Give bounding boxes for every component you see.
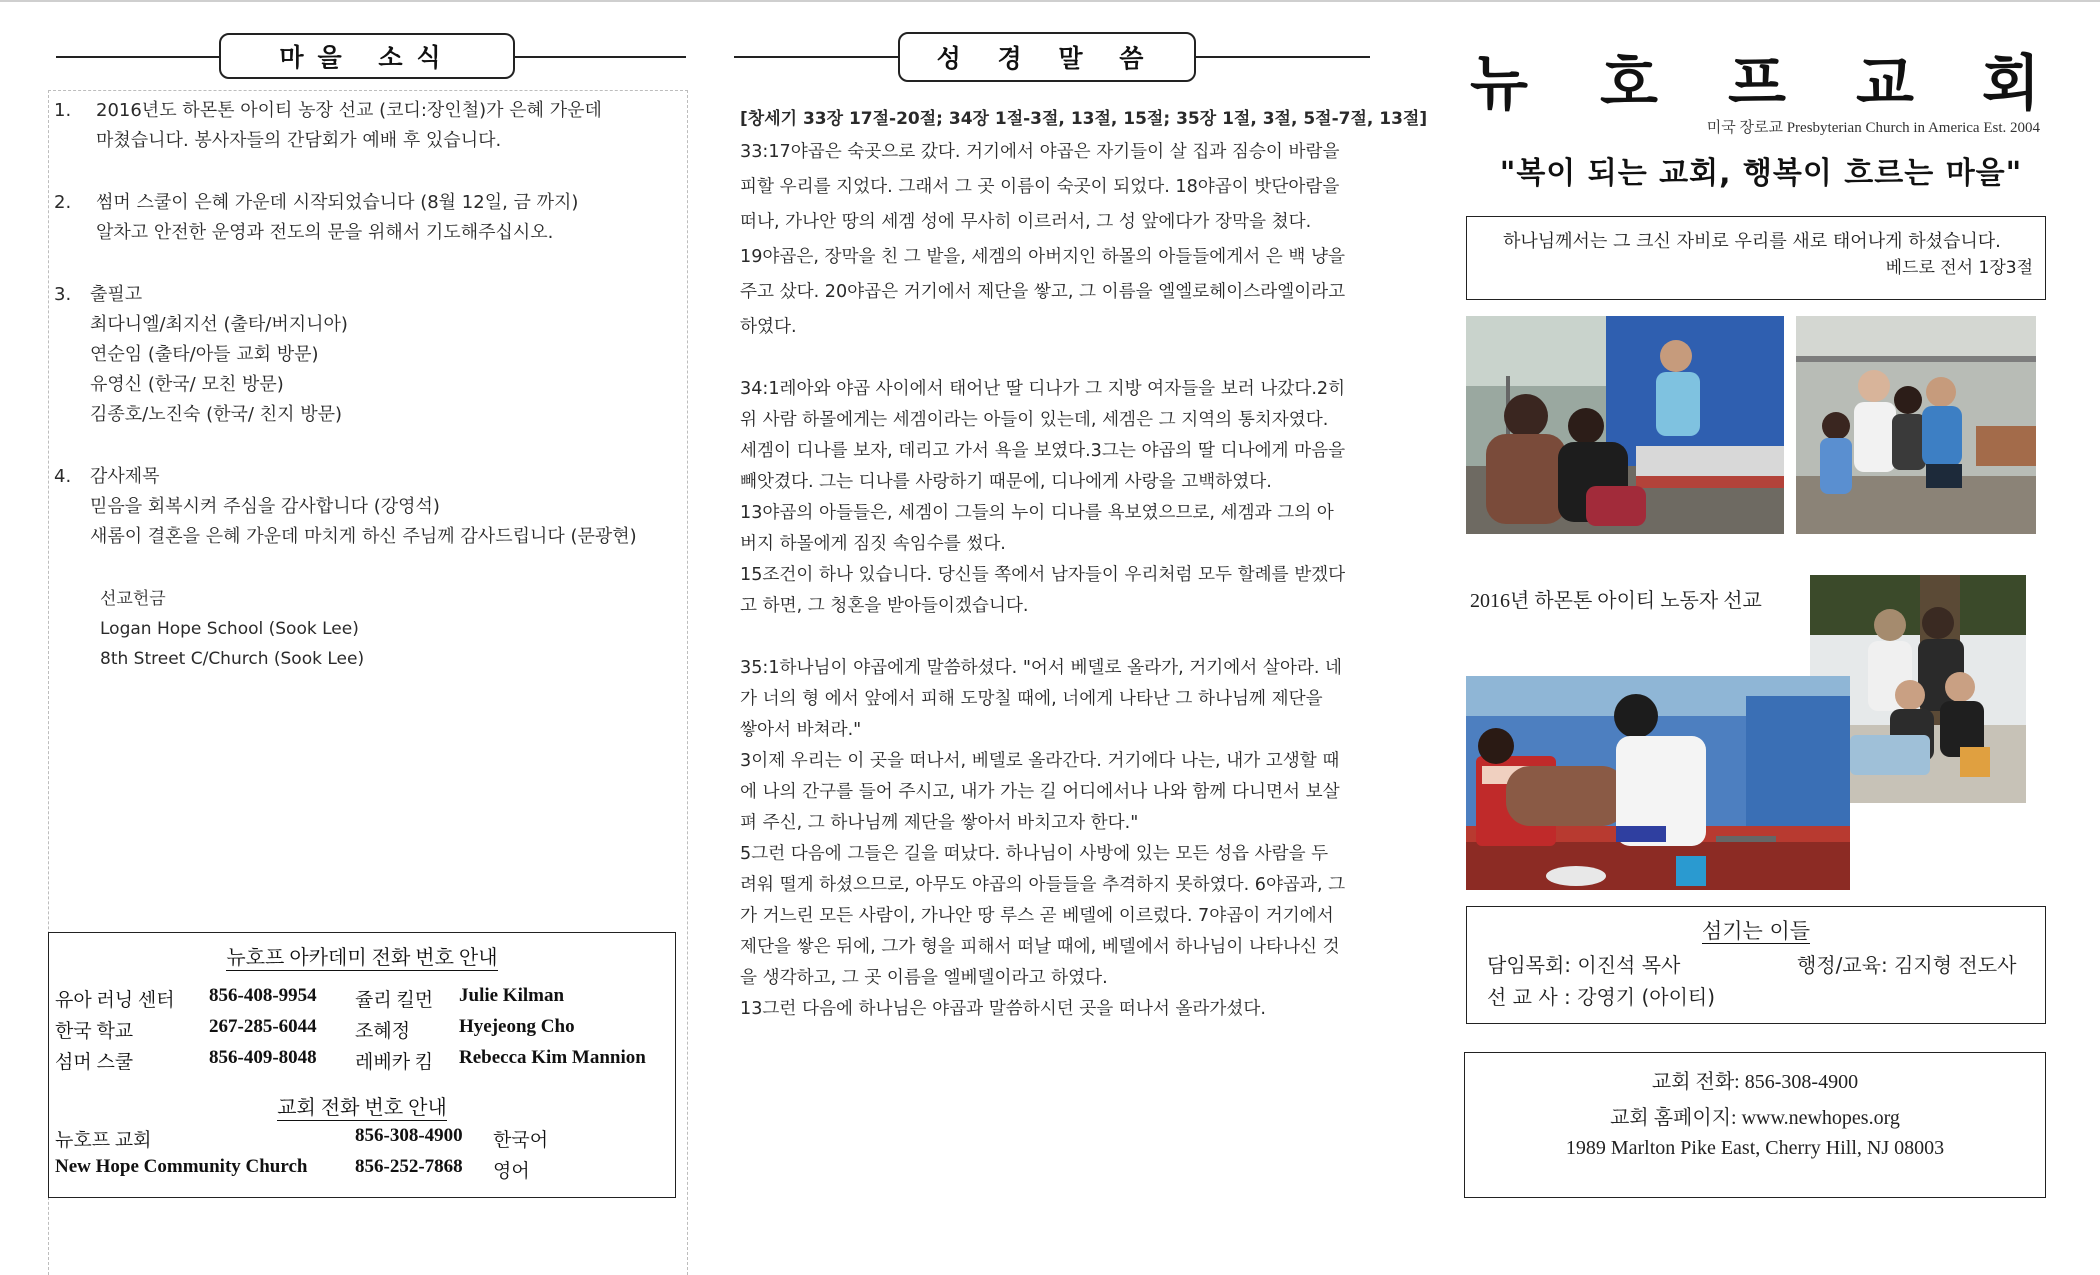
phone-number: 856-308-4900 xyxy=(355,1125,463,1146)
news-number: 4. xyxy=(54,466,72,487)
news-item-1 xyxy=(52,96,682,156)
verse-text: 하나님께서는 그 크신 자비로 우리를 새로 태어나게 하셨습니다. xyxy=(1503,231,2001,252)
scripture-reference: [창세기 33장 17절-20절; 34장 1절-3절, 13절, 15절; 35장 1절, 3절, 5절-7절, 13절] xyxy=(740,109,1428,129)
contact-english-name: Hyejeong Cho xyxy=(459,1016,575,1037)
scripture-line: 에 나의 간구를 들어 주시고, 내가 가는 길 어디에서나 나와 함께 다니면서 보살 xyxy=(740,782,1340,802)
mission-offering xyxy=(100,584,682,674)
scripture-line: 15조건이 하나 있습니다. 당신들 쪽에서 남자들이 우리처럼 모두 할례를 받겠다 xyxy=(740,565,1346,585)
news-number: 1. xyxy=(54,100,72,121)
offering-line: Logan Hope School (Sook Lee) xyxy=(100,619,359,639)
staff-admin: 행정/교육: 김지형 전도사 xyxy=(1797,953,2017,977)
church-homepage: 교회 홈페이지: www.newhopes.org xyxy=(1610,1107,1900,1129)
scripture-passage xyxy=(740,104,1428,1056)
church-motto: "복이 되는 교회, 행복이 흐르는 마을" xyxy=(1499,156,2023,191)
contact-korean-name: 조혜정 xyxy=(355,1021,411,1042)
scripture-line: 13그런 다음에 하나님은 야곱과 말씀하시던 곳을 떠나서 올라가셨다. xyxy=(740,999,1267,1019)
phone-number: 267-285-6044 xyxy=(209,1016,317,1037)
staff-title xyxy=(1467,915,2045,945)
service-language: 영어 xyxy=(493,1161,530,1182)
academy-phone-title-text: 뉴호프 아카데미 전화 번호 안내 xyxy=(226,947,498,969)
masthead-char: 교 xyxy=(1856,49,1914,119)
scripture-line: 34:1레아와 야곱 사이에서 태어난 딸 디나가 그 지방 여자들을 보러 나갔다.2히 xyxy=(740,379,1346,399)
program-name: 섬머 스쿨 xyxy=(55,1052,134,1073)
church-contact-box xyxy=(1464,1052,2046,1198)
scripture-line: 33:17야곱은 숙곳으로 갔다. 거기에서 야곱은 자기들이 살 집과 짐승이 바람을 xyxy=(740,142,1340,162)
contact-english-name: Julie Kilman xyxy=(459,985,565,1006)
phone-directory-box xyxy=(48,932,676,1198)
news-line: 믿음을 회복시켜 주심을 감사합니다 (강영석) xyxy=(90,496,440,517)
offering-line: 8th Street C/Church (Sook Lee) xyxy=(100,649,365,669)
scripture-line: 하였다. xyxy=(740,317,797,337)
scripture-line: 제단을 쌓은 뒤에, 그가 형을 피해서 떠날 때에, 베델에서 하나님이 나타나신 것 xyxy=(740,937,1340,957)
middle-header-pill xyxy=(898,32,1196,82)
academy-phone-title xyxy=(49,941,675,970)
news-item-4 xyxy=(52,462,682,552)
village-news xyxy=(52,96,682,674)
news-number: 2. xyxy=(54,192,72,213)
news-number: 3. xyxy=(54,284,72,305)
mission-photo-treatment xyxy=(1466,676,1850,890)
left-header-title: 마을 소식 xyxy=(279,43,455,72)
news-item-3 xyxy=(52,280,682,430)
scripture-line: 을 생각하고, 그 곳 이름을 엘베델이라고 하였다. xyxy=(740,968,1108,988)
news-item-2 xyxy=(52,188,682,248)
contact-korean-name: 쥴리 킬먼 xyxy=(355,990,434,1011)
news-item-title: 출필고 xyxy=(90,284,143,305)
program-name: 유아 러닝 센터 xyxy=(55,990,175,1011)
verse-reference: 베드로 전서 1장3절 xyxy=(1885,258,2033,278)
news-line: 썸머 스쿨이 은혜 가운데 시작되었습니다 (8월 12일, 금 까지) xyxy=(96,192,579,213)
phone-number: 856-409-8048 xyxy=(209,1047,317,1068)
masthead-char: 호 xyxy=(1600,49,1658,119)
phone-number: 856-408-9954 xyxy=(209,985,317,1006)
scripture-line: 펴 주신, 그 하나님께 제단을 쌓아서 바치고자 한다." xyxy=(740,813,1139,833)
scripture-paragraph xyxy=(740,374,1380,622)
masthead-char: 뉴 xyxy=(1470,49,1528,119)
scripture-line: 가 너의 형 에서 앞에서 피해 도망칠 때에, 너에게 나타난 그 하나님께 제단을 xyxy=(740,689,1323,709)
church-name: New Hope Community Church xyxy=(55,1156,308,1177)
scripture-line: 주고 샀다. 20야곱은 거기에서 제단을 쌓고, 그 이름을 엘엘로헤이스라엘이라고 xyxy=(740,282,1346,302)
scripture-line: 3이제 우리는 이 곳을 떠나서, 베델로 올라간다. 거기에다 나는, 내가 고생할 때 xyxy=(740,751,1340,771)
news-line: 알차고 안전한 운영과 전도의 문을 위해서 기도해주십시오. xyxy=(96,222,554,243)
photo-caption: 2016년 하몬톤 아이티 노동자 선교 xyxy=(1470,590,1762,612)
church-phone-title-text: 교회 전화 번호 안내 xyxy=(277,1097,447,1119)
scripture-line: 5그런 다음에 그들은 길을 떠났다. 하나님이 사방에 있는 모든 성읍 사람을 두 xyxy=(740,844,1329,864)
scripture-line: 세겜이 디나를 보자, 데리고 가서 욕을 보였다.3그는 야곱의 딸 디나에게 마음을 xyxy=(740,441,1346,461)
news-line: 마쳤습니다. 봉사자들의 간담회가 예배 후 있습니다. xyxy=(96,130,502,151)
scripture-line: 떠나, 가나안 땅의 세겜 성에 무사히 이르러서, 그 성 앞에다가 장막을 쳤다. xyxy=(740,212,1312,232)
scripture-line: 19야곱은, 장막을 친 그 밭을, 세겜의 아버지인 하몰의 아들들에게서 은 백 냥을 xyxy=(740,247,1345,267)
denomination-line: 미국 장로교 Presbyterian Church in America Est. 2004 xyxy=(1706,120,2040,136)
news-line: 새롬이 결혼을 은혜 가운데 마치게 하신 주님께 감사드립니다 (문광현) xyxy=(90,526,637,547)
church-name: 뉴호프 교회 xyxy=(55,1130,152,1151)
news-line: 유영신 (한국/ 모친 방문) xyxy=(90,374,284,395)
news-item-title: 감사제목 xyxy=(90,466,160,487)
staff-missionary: 선 교 사 : 강영기 (아이티) xyxy=(1487,985,1716,1009)
masthead-char: 프 xyxy=(1728,49,1786,119)
church-name-masthead xyxy=(1470,36,2045,119)
page-top-rule xyxy=(0,0,2100,2)
service-language: 한국어 xyxy=(493,1130,549,1151)
left-header-pill xyxy=(219,33,515,79)
church-phone-title xyxy=(49,1091,675,1120)
offering-title: 선교헌금 xyxy=(100,589,166,609)
staff-box xyxy=(1466,906,2046,1024)
news-line: 김종호/노진숙 (한국/ 친지 방문) xyxy=(90,404,342,425)
scripture-line: 쌓아서 바쳐라." xyxy=(740,720,862,740)
contact-english-name: Rebecca Kim Mannion xyxy=(459,1047,646,1068)
verse-box xyxy=(1466,216,2046,300)
mission-photo-group xyxy=(1796,316,2036,534)
scripture-paragraph xyxy=(740,137,1380,343)
contact-korean-name: 레베카 킴 xyxy=(355,1052,434,1073)
scripture-paragraph xyxy=(740,653,1380,1025)
scripture-line: 피할 우리를 지었다. 그래서 그 곳 이름이 숙곳이 되었다. 18야곱이 밧단아람을 xyxy=(740,177,1340,197)
scripture-line: 가 거느린 모든 사람이, 가나안 땅 루스 곧 베델에 이르렀다. 7야곱이 거기에서 xyxy=(740,906,1334,926)
news-line: 연순임 (출타/아들 교회 방문) xyxy=(90,344,319,365)
middle-header-title: 성 경 말 씀 xyxy=(936,44,1158,73)
phone-number: 856-252-7868 xyxy=(355,1156,463,1177)
scripture-line: 버지 하몰에게 짐짓 속임수를 썼다. xyxy=(740,534,1006,554)
scripture-line: 13야곱의 아들들은, 세겜이 그들의 누이 디나를 욕보였으므로, 세겜과 그의 아 xyxy=(740,503,1334,523)
mission-photo-clinic xyxy=(1466,316,1784,534)
scripture-line: 려워 떨게 하셨으므로, 아무도 야곱의 아들들을 추격하지 못하였다. 6야곱과, 그 xyxy=(740,875,1346,895)
staff-title-text: 섬기는 이들 xyxy=(1701,919,1811,943)
staff-pastor: 담임목회: 이진석 목사 xyxy=(1487,953,1681,977)
church-address: 1989 Marlton Pike East, Cherry Hill, NJ 08003 xyxy=(1565,1137,1945,1159)
scripture-line: 빼앗겼다. 그는 디나를 사랑하기 때문에, 디나에게 사랑을 고백하였다. xyxy=(740,472,1272,492)
scripture-line: 고 하면, 그 청혼을 받아들이겠습니다. xyxy=(740,596,1029,616)
program-name: 한국 학교 xyxy=(55,1021,134,1042)
scripture-line: 35:1하나님이 야곱에게 말씀하셨다. "어서 베델로 올라가, 거기에서 살아라. 네 xyxy=(740,658,1342,678)
masthead-char: 회 xyxy=(1982,49,2040,119)
scripture-line: 위 사람 하몰에게는 세겜이라는 아들이 있는데, 세겜은 그 지역의 통치자였다. xyxy=(740,410,1329,430)
news-line: 최다니엘/최지선 (출타/버지니아) xyxy=(90,314,348,335)
news-line: 2016년도 하몬톤 아이티 농장 선교 (코디:장인철)가 은혜 가운데 xyxy=(96,100,602,121)
church-phone: 교회 전화: 856-308-4900 xyxy=(1651,1071,1859,1093)
